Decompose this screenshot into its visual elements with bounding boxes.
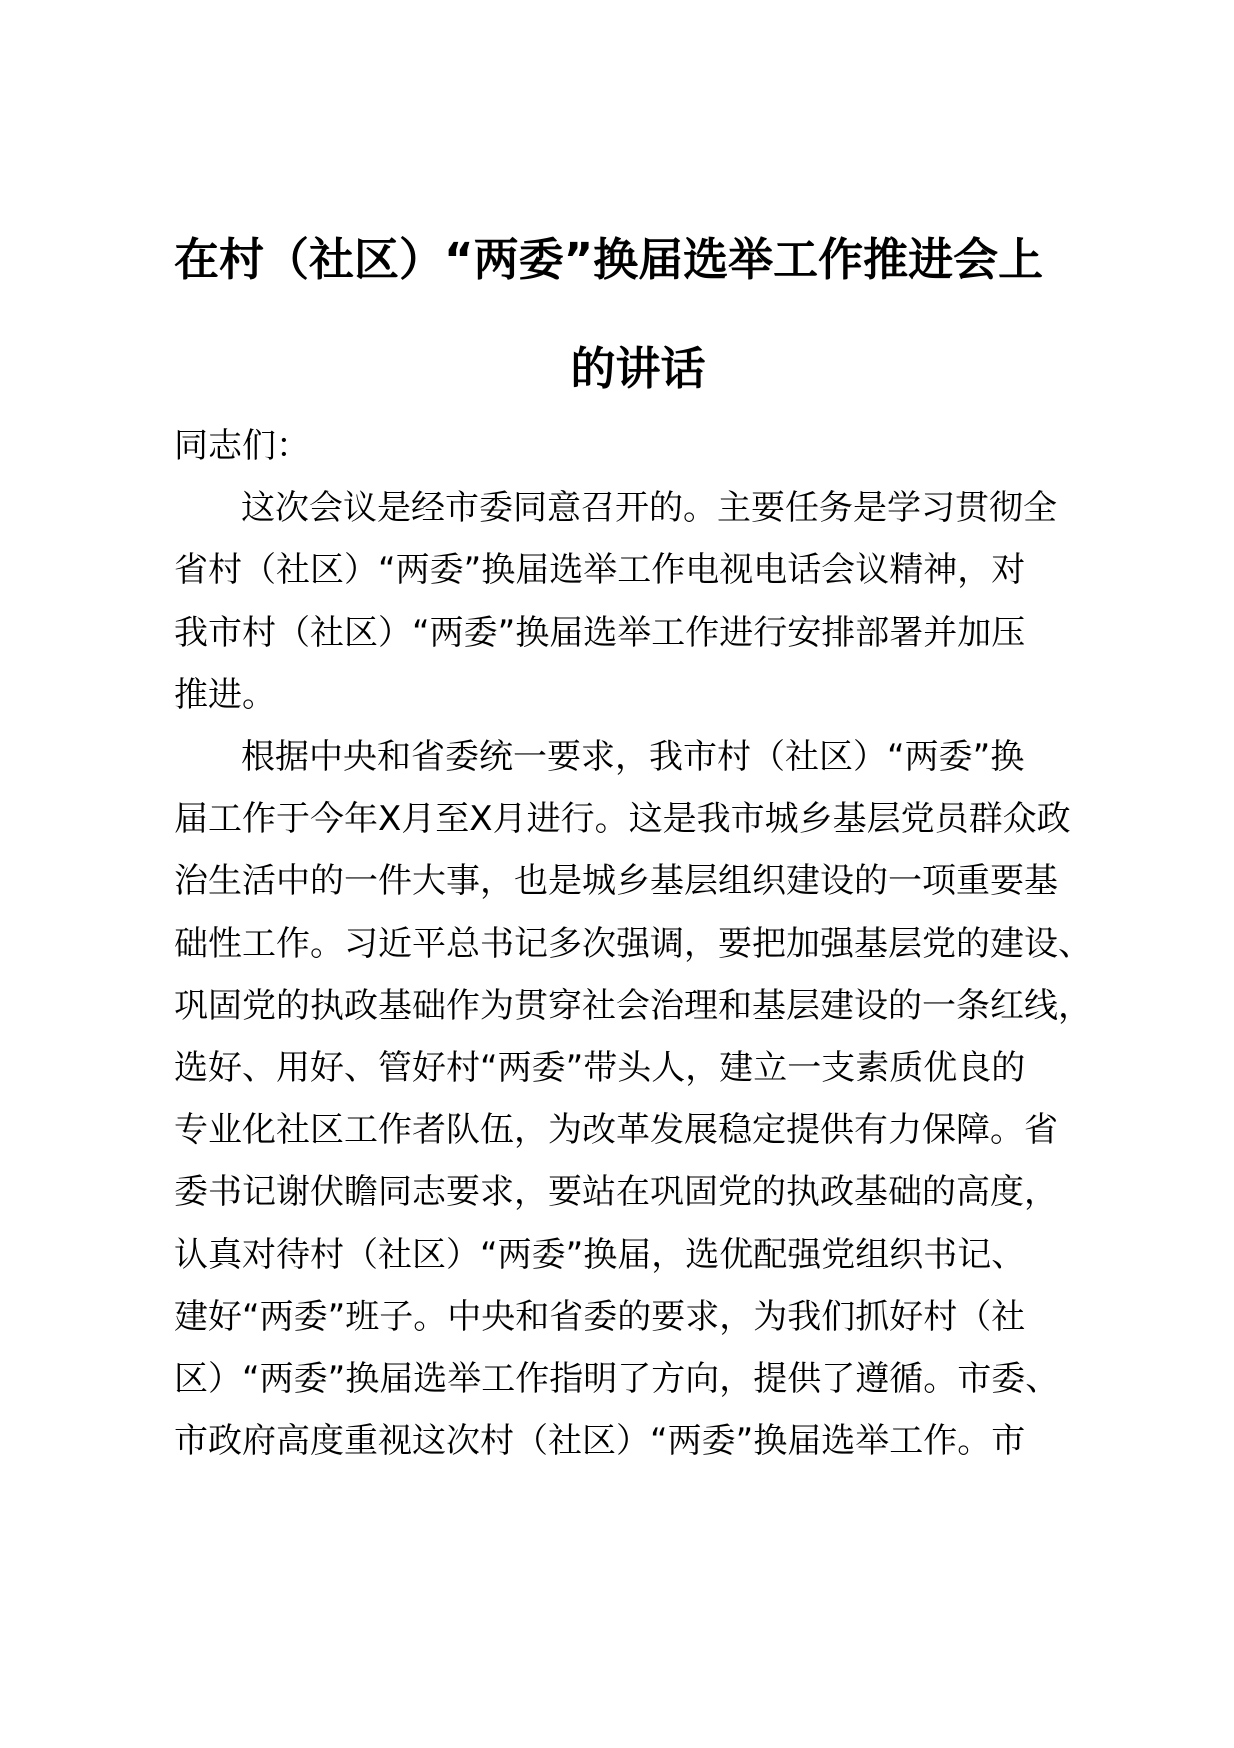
body-line: 础性工作。习近平总书记多次强调，要把加强基层党的建设、 bbox=[174, 924, 1092, 964]
body-line: 省村（社区）“两委”换届选举工作电视电话会议精神，对 bbox=[174, 550, 1026, 590]
body-line: 选好、用好、管好村“两委”带头人，建立一支素质优良的 bbox=[174, 1048, 1026, 1088]
body-line: 届工作于今年X月至X月进行。这是我市城乡基层党员群众政 bbox=[174, 799, 1071, 839]
body-line: 根据中央和省委统一要求，我市村（社区）“两委”换 bbox=[241, 737, 1025, 777]
document-title-line-2: 的讲话 bbox=[570, 342, 706, 395]
body-line: 这次会议是经市委同意召开的。主要任务是学习贯彻全 bbox=[241, 488, 1057, 528]
body-line: 建好“两委”班子。中央和省委的要求，为我们抓好村（社 bbox=[174, 1297, 1026, 1337]
salutation: 同志们： bbox=[174, 426, 310, 466]
body-line: 治生活中的一件大事，也是城乡基层组织建设的一项重要基 bbox=[174, 861, 1058, 901]
body-line: 委书记谢伏瞻同志要求，要站在巩固党的执政基础的高度， bbox=[174, 1172, 1058, 1212]
document-title-line-1: 在村（社区）“两委”换届选举工作推进会上 bbox=[174, 233, 1044, 286]
body-line: 区）“两委”换届选举工作指明了方向，提供了遵循。市委、 bbox=[174, 1359, 1060, 1399]
body-line: 专业化社区工作者队伍，为改革发展稳定提供有力保障。省 bbox=[174, 1110, 1058, 1150]
body-line: 市政府高度重视这次村（社区）“两委”换届选举工作。市 bbox=[174, 1421, 1026, 1461]
body-line: 认真对待村（社区）“两委”换届，选优配强党组织书记、 bbox=[174, 1235, 1026, 1275]
body-line: 推进。 bbox=[174, 675, 276, 715]
body-line: 巩固党的执政基础作为贯穿社会治理和基层建设的一条红线， bbox=[174, 986, 1092, 1026]
body-line: 我市村（社区）“两委”换届选举工作进行安排部署并加压 bbox=[174, 613, 1026, 653]
